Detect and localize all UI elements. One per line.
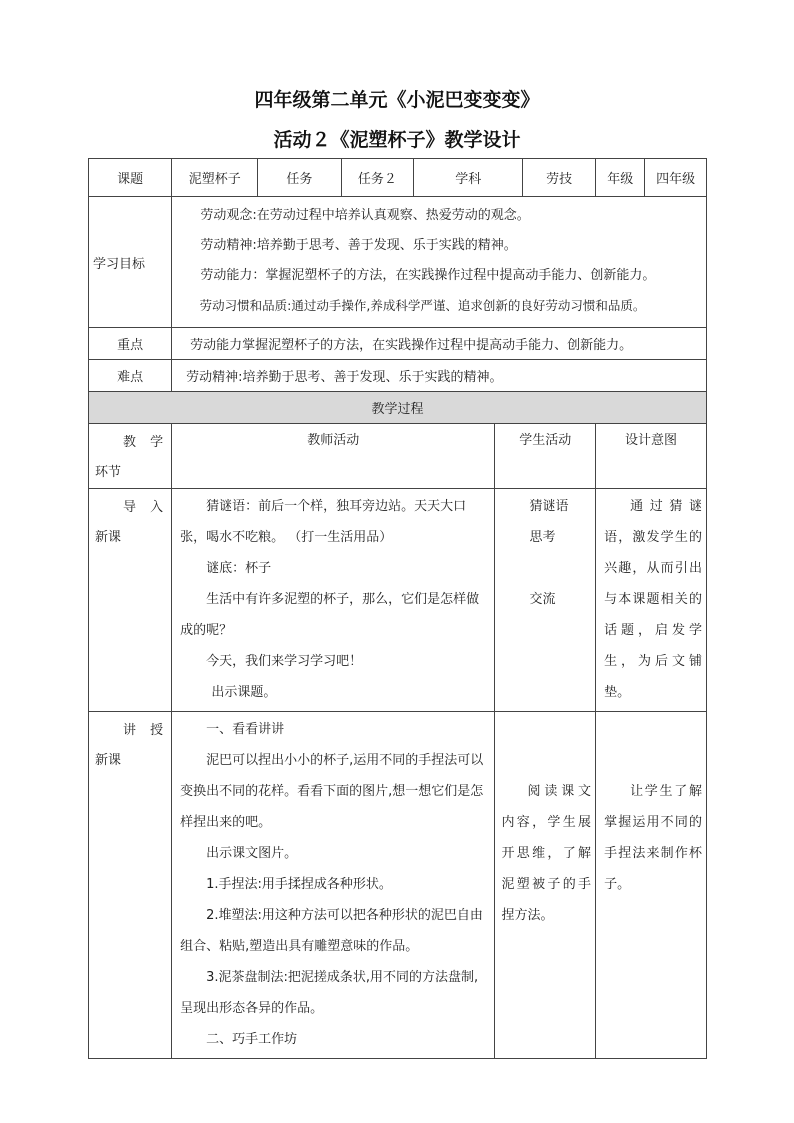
lesson-plan-table: [88, 158, 707, 1059]
teacher-paragraph: 猜谜语：前后一个样，独耳旁边站。天天大口张，喝水不吃粮。 （打一生活用品）: [180, 499, 467, 545]
stage-line2: 新课: [95, 753, 122, 768]
objective-item: 劳动观念:在劳动过程中培养认真观察、热爱劳动的观念。: [200, 208, 530, 223]
teacher-paragraph: 泥巴可以捏出小小的杯子,运用不同的手捏法可以变换出不同的花样。看看下面的图片,想一想它们是怎样捏出来的吧。: [180, 753, 484, 830]
design-text: 通过猜谜语，激发学生的兴趣，从而引出与本课题相关的话题，启发学生，为后文铺垫。: [604, 499, 702, 700]
stage-cell: [89, 712, 172, 1059]
teacher-paragraph: 一、看看讲讲: [206, 722, 285, 737]
process-header-row: [89, 424, 707, 489]
objective-item: 劳动能力：掌握泥塑杯子的方法，在实践操作过程中提高动手能力、创新能力。: [200, 268, 656, 283]
stage-cell: [89, 489, 172, 712]
design-intent-cell: [596, 489, 707, 712]
design-intent-cell: [596, 712, 707, 1059]
difficulty-row: [89, 360, 707, 392]
objectives-label: 学习目标: [89, 197, 172, 328]
teacher-header: 教师活动: [172, 424, 495, 489]
difficulty-value: 劳动精神:培养勤于思考、善于发现、乐于实践的精神。: [172, 360, 707, 392]
task-label: 任务: [258, 159, 341, 197]
objectives-row: [89, 197, 707, 328]
objectives-cell: [172, 197, 707, 328]
subject-value: 劳技: [523, 159, 596, 197]
student-line: 交流: [529, 592, 556, 607]
stage-header-line2: 环节: [95, 465, 122, 480]
task-value: 任务２: [341, 159, 414, 197]
process-section-row: [89, 392, 707, 424]
objective-item: 劳动精神:培养勤于思考、善于发现、乐于实践的精神。: [200, 238, 517, 253]
teacher-paragraph: 出示课题。: [211, 685, 277, 700]
student-activity-cell: [495, 489, 596, 712]
design-text: 让学生了解掌握运用不同的手捏法来制作杯子。: [604, 784, 702, 892]
document-subtitle: 活动２《泥塑杯子》教学设计: [273, 129, 521, 151]
stage-line1: 讲 授: [123, 723, 164, 738]
table-row: [89, 712, 707, 1059]
student-activity-cell: [495, 712, 596, 1059]
objective-item: 劳动习惯和品质:通过动手操作,养成科学严谨、追求创新的良好劳动习惯和品质。: [199, 298, 646, 313]
grade-label: 年级: [596, 159, 645, 197]
topic-value: 泥塑杯子: [172, 159, 258, 197]
grade-value: 四年级: [645, 159, 707, 197]
student-header: 学生活动: [495, 424, 596, 489]
teacher-paragraph: 出示课文图片。: [206, 846, 298, 861]
design-header: 设计意图: [596, 424, 707, 489]
difficulty-label: 难点: [89, 360, 172, 392]
teacher-paragraph: 谜底：杯子: [206, 561, 272, 576]
info-row: [89, 159, 707, 197]
document-title: 四年级第二单元《小泥巴变变变》: [254, 89, 540, 111]
teacher-paragraph: 3.泥茶盘制法:把泥搓成条状,用不同的方法盘制,呈现出形态各异的作品。: [180, 970, 479, 1016]
teacher-paragraph: 1.手捏法:用手揉捏成各种形状。: [206, 877, 392, 892]
key-point-value: 劳动能力掌握泥塑杯子的方法，在实践操作过程中提高动手能力、创新能力。: [172, 328, 707, 360]
subject-label: 学科: [414, 159, 523, 197]
student-line: 猜谜语: [529, 499, 569, 514]
key-point-row: [89, 328, 707, 360]
teacher-paragraph: 2.堆塑法:用这种方法可以把各种形状的泥巴自由组合、粘贴,塑造出具有雕塑意味的作品。: [180, 908, 483, 954]
teacher-paragraph: 今天，我们来学习学习吧！: [206, 654, 363, 669]
stage-line1: 导 入: [123, 500, 164, 515]
stage-line2: 新课: [95, 530, 122, 545]
stage-header-line1: 教 学: [123, 435, 164, 450]
teacher-activity-cell: [172, 712, 495, 1059]
teacher-activity-cell: [172, 489, 495, 712]
key-point-label: 重点: [89, 328, 172, 360]
topic-label: 课题: [89, 159, 172, 197]
teacher-paragraph: 生活中有许多泥塑的杯子，那么，它们是怎样做成的呢？: [180, 592, 480, 638]
process-section-title: 教学过程: [89, 392, 707, 424]
teacher-paragraph: 二、巧手工作坊: [206, 1032, 298, 1047]
student-line: 思考: [529, 530, 556, 545]
table-row: [89, 489, 707, 712]
stage-header: [89, 424, 172, 489]
student-text: 阅读课文内容，学生展开思维，了解泥塑被子的手捏方法。: [501, 784, 592, 923]
